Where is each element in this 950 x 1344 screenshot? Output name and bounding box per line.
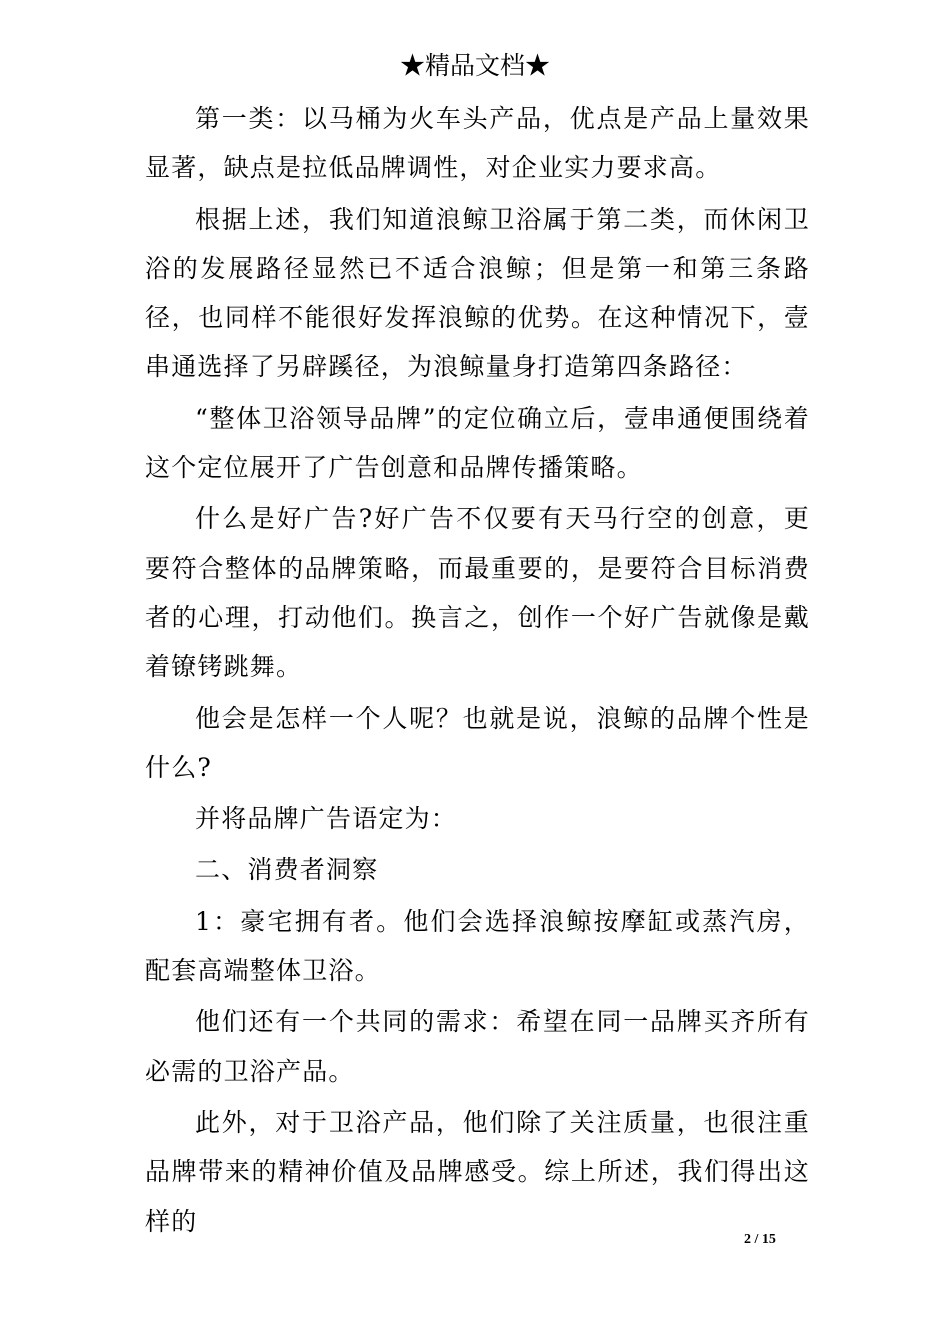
paragraph: 他会是怎样一个人呢？也就是说，浪鲸的品牌个性是什么? xyxy=(145,703,810,782)
paragraph: 根据上述，我们知道浪鲸卫浴属于第二类，而休闲卫浴的发展路径显然已不适合浪鲸；但是第一和第三条路径，也同样不能很好发挥浪鲸的优势。在这种情况下，壹串通选择了另辟蹊径，为浪鲸量身打造第四条路径： xyxy=(145,204,810,382)
page-header: ★精品文档★ xyxy=(399,51,550,80)
section-heading: 二、消费者洞察 xyxy=(195,855,379,885)
page-number: 2 / 15 xyxy=(744,1232,776,1247)
paragraph: 并将品牌广告语定为： xyxy=(195,804,458,834)
paragraph: 什么是好广告?好广告不仅要有天马行空的创意，更要符合整体的品牌策略，而最重要的，是要符合目标消费者的心理，打动他们。换言之，创作一个好广告就像是戴着镣铐跳舞。 xyxy=(145,504,810,682)
paragraph: “整体卫浴领导品牌”的定位确立后，壹串通便围绕着这个定位展开了广告创意和品牌传播策略。 xyxy=(145,403,810,483)
paragraph: 1：豪宅拥有者。他们会选择浪鲸按摩缸或蒸汽房，配套高端整体卫浴。 xyxy=(145,906,810,986)
paragraph: 此外，对于卫浴产品，他们除了关注质量，也很注重品牌带来的精神价值及品牌感受。综上所述，我们得出这样的 xyxy=(145,1107,810,1236)
paragraph: 第一类：以马桶为火车头产品，优点是产品上量效果显著，缺点是拉低品牌调性，对企业实力要求高。 xyxy=(145,104,810,183)
paragraph: 他们还有一个共同的需求：希望在同一品牌买齐所有必需的卫浴产品。 xyxy=(145,1007,810,1086)
document-body xyxy=(145,94,810,1248)
